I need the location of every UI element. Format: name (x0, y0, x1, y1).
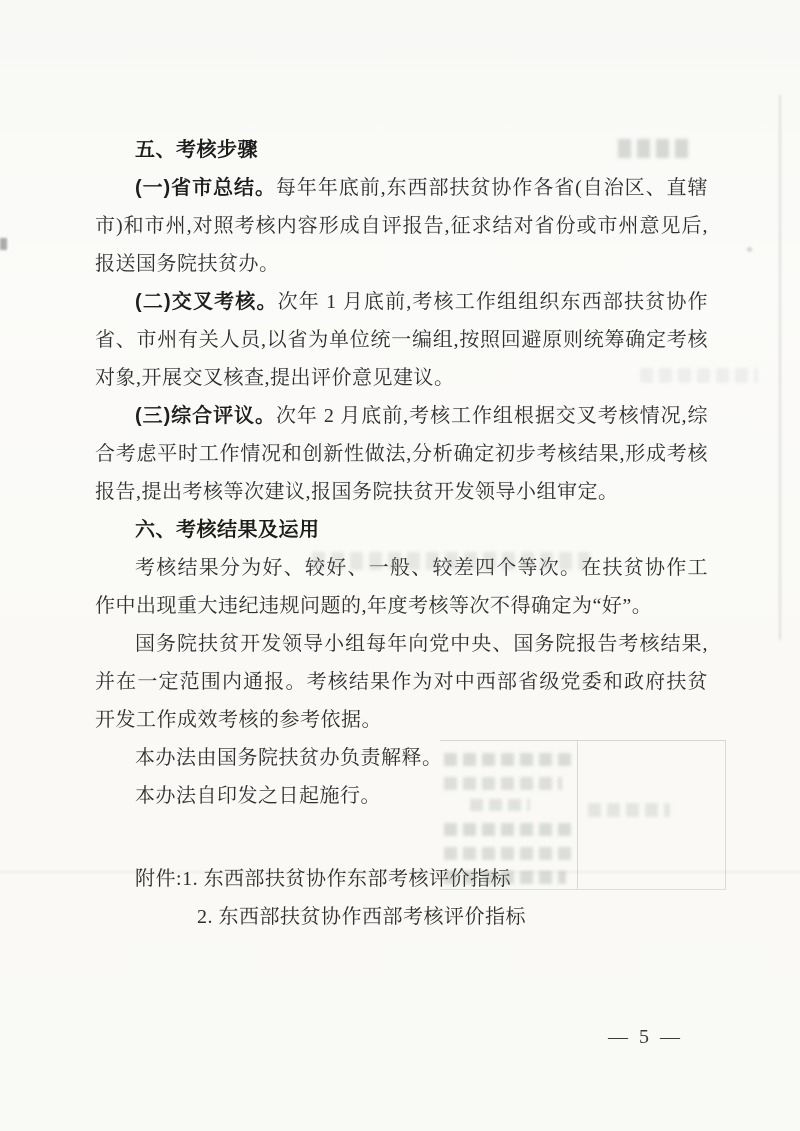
paragraph-text: 本办法自印发之日起施行。 (135, 785, 381, 807)
bleed-through-table-artifact (440, 740, 726, 890)
paragraph-text: 本办法由国务院扶贫办负责解释。 (135, 747, 443, 769)
paragraph-province-summary (95, 169, 708, 283)
scan-band-artifact (0, 870, 800, 874)
attachment-label: 附件: (135, 868, 183, 890)
paragraph-text: 每年年底前,东西部扶贫协作各省(自治区、直辖市)和市州,对照考核内容形成自评报告,征求结对省份或市州意见后,报送国务院扶贫办。 (95, 177, 708, 275)
paragraph-lead: (二)交叉考核。 (135, 291, 278, 313)
paragraph-text: 次年 1 月底前,考核工作组组织东西部扶贫协作省、市州有关人员,以省为单位统一编组,按照回避原则统筹确定考核对象,开展交叉核查,提出评价意见建议。 (95, 291, 708, 389)
paragraph-result-reporting (95, 625, 708, 739)
scanner-streak-artifact (779, 95, 781, 640)
attachment-item-text: 1. 东西部扶贫协作东部考核评价指标 (182, 868, 512, 890)
paragraph-comprehensive-review (95, 397, 708, 511)
scan-speck-artifact (747, 247, 752, 252)
bleed-through-artifact (444, 823, 572, 836)
paragraph-cross-assessment (95, 283, 708, 397)
paragraph-lead: (三)综合评议。 (135, 405, 276, 427)
paragraph-text: 考核结果分为好、较好、一般、较差四个等次。在扶贫协作工作中出现重大违纪违规问题的,年度考核等次不得确定为“好”。 (95, 557, 708, 617)
paragraph-lead: (一)省市总结。 (135, 177, 276, 199)
bleed-through-artifact (444, 777, 562, 790)
bleed-through-artifact (444, 753, 572, 766)
paragraph-text: 国务院扶贫开发领导小组每年向党中央、国务院报告考核结果,并在一定范围内通报。考核结果作为对中西部省级党委和政府扶贫开发工作成效考核的参考依据。 (95, 633, 708, 731)
bleed-through-table-divider (577, 741, 578, 889)
paragraph-text: 次年 2 月底前,考核工作组根据交叉考核情况,综合考虑平时工作情况和创新性做法,分析确定初步考核结果,形成考核报告,提出考核等次建议,报国务院扶贫开发领导小组审定。 (95, 405, 708, 503)
bleed-through-artifact (640, 368, 758, 383)
bleed-through-artifact (470, 799, 530, 811)
bleed-through-artifact (618, 139, 694, 158)
scan-speck-artifact (0, 238, 7, 250)
heading-section-six: 六、考核结果及运用 (135, 519, 320, 541)
bleed-through-artifact (444, 847, 572, 860)
heading-section-five: 五、考核步骤 (135, 139, 258, 161)
page-number: — 5 — (608, 1026, 683, 1048)
attachment-item-2: 2. 东西部扶贫协作西部考核评价指标 (197, 906, 526, 928)
bleed-through-artifact (588, 803, 670, 817)
bleed-through-artifact (312, 552, 590, 570)
